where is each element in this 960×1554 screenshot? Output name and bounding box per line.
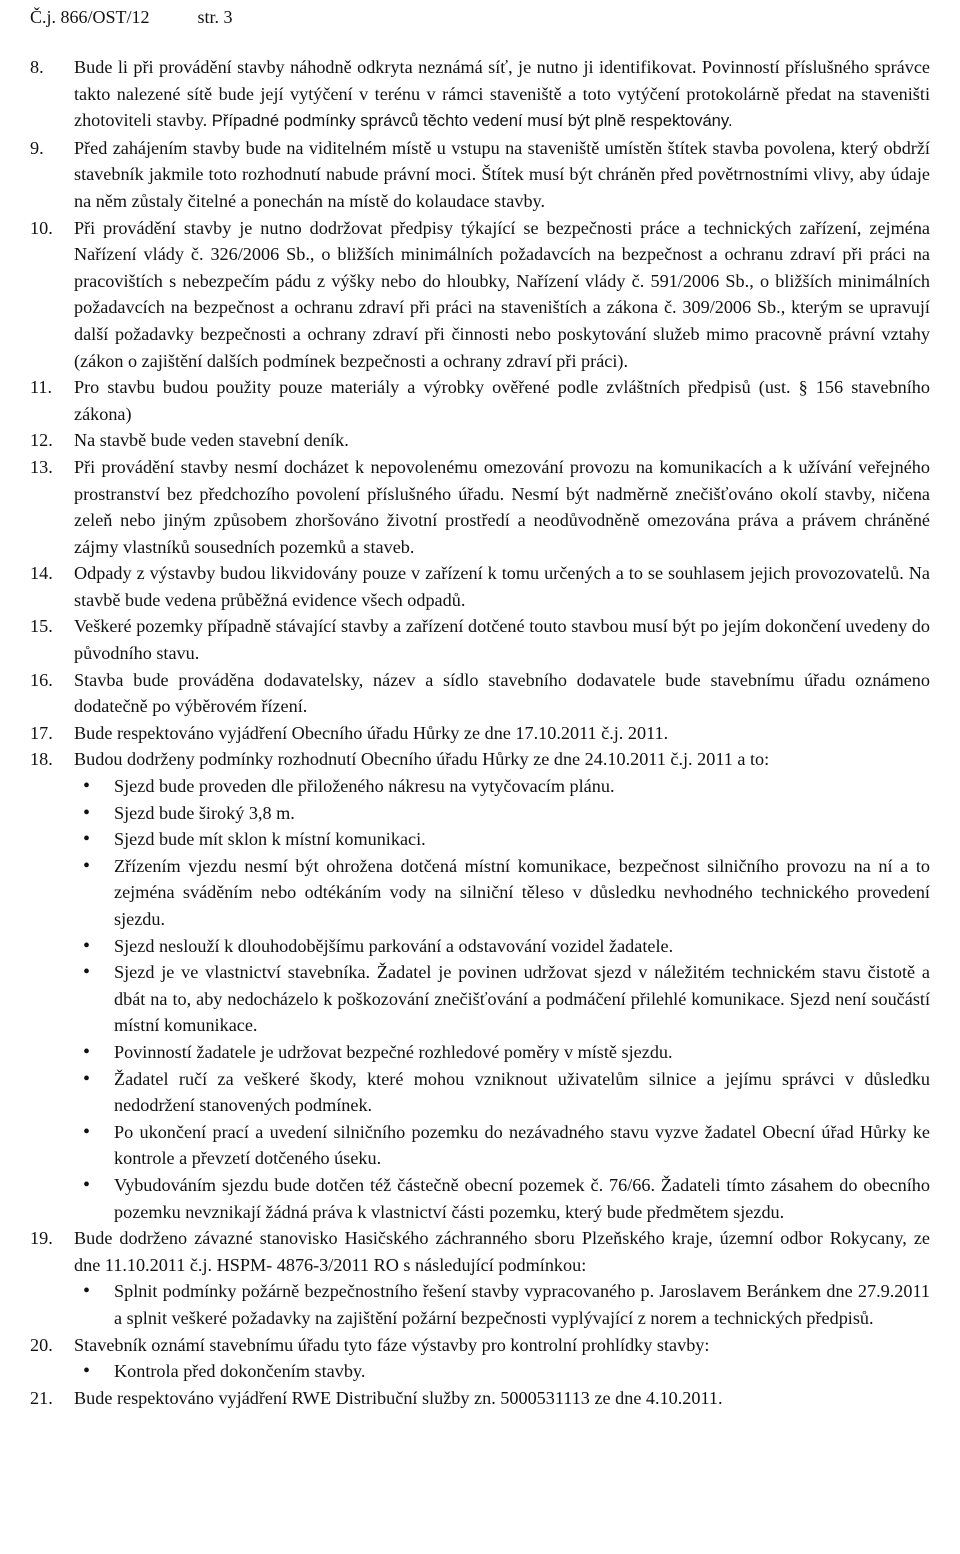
bullet-item: • Sjezd bude mít sklon k místní komunikaci. [74,826,930,853]
item-number: 13. [30,456,53,477]
bullet-item: • Sjezd bude široký 3,8 m. [74,800,930,827]
bullet-item: • Sjezd bude proveden dle přiloženého nákresu na vytyčovacím plánu. [74,773,930,800]
list-item [30,374,930,427]
item-number: 18. [30,749,53,770]
item-number: 17. [30,722,53,743]
list-item [30,54,930,135]
list-item [30,613,930,666]
list-item [30,454,930,560]
conditions-list [30,54,930,1411]
item-text: Budou dodrženy podmínky rozhodnutí Obecního úřadu Hůrky ze dne 24.10.2011 č.j. 2011 a to: [74,749,770,770]
item-number: 11. [30,377,53,398]
bullet-item: • Splnit podmínky požárně bezpečnostního řešení stavby vypracovaného p. Jaroslavem Beránkem dne 27.9.2011 a splnit veškeré požadavky na zajištění požární bezpečnosti vyplývající z norem a technických předpisů. [74,1278,930,1331]
item-text: Bude respektováno vyjádření Obecního úřadu Hůrky ze dne 17.10.2011 č.j. 2011. [74,722,669,743]
bullet-item: • Kontrola před dokončením stavby. [74,1358,930,1385]
page-header [30,4,930,34]
item-number: 21. [30,1387,53,1408]
bullet-item: • Zřízením vjezdu nesmí být ohrožena dotčená místní komunikace, bezpečnost silničního provozu na ní a to zejména sváděním nebo odtékáním vody na silniční těleso v důsledku nevhodného technického provedení sjezdu. [74,853,930,933]
item-number: 12. [30,430,53,451]
item-text: Při provádění stavby nesmí docházet k nepovolenému omezování provozu na komunikacích a k užívání veřejného prostranství bez předchozího povolení příslušného úřadu. Nesmí být nadměrně znečišťováno okolí stavby, ničena zeleň nebo jiným způsobem zhoršováno životní prostředí a neodůvodněně omezována práva a právem chráněné zájmy vlastníků sousedních pozemků a staveb. [74,456,930,557]
bullet-list [74,1278,930,1331]
item-text: Bude dodrženo závazné stanovisko Hasičského záchranného sboru Plzeňského kraje, územní odbor Rokycany, ze dne 11.10.2011 č.j. HSPM- 4876-3/2011 RO s následující podmínkou: [74,1228,930,1275]
item-text: Na stavbě bude veden stavební deník. [74,430,349,451]
bullet-item: • Sjezd neslouží k dlouhodobějšímu parkování a odstavování vozidel žadatele. [74,933,930,960]
item-text-sans: Případné podmínky správců těchto vedení musí být plně respektovány. [211,111,733,131]
item-number: 9. [30,137,44,158]
bullet-item: • Vybudováním sjezdu bude dotčen též částečně obecní pozemek č. 76/66. Žadateli tímto zásahem do obecního pozemku nevznikají žádná práva k vlastnictví části pozemku, který bude předmětem sjezdu. [74,1172,930,1225]
reference-number: Č.j. 866/OST/12 [30,7,150,27]
item-text: Stavebník oznámí stavebnímu úřadu tyto fáze výstavby pro kontrolní prohlídky stavby: [74,1334,710,1355]
list-item [30,1385,930,1412]
item-number: 10. [30,217,53,238]
bullet-item: • Povinností žadatele je udržovat bezpečné rozhledové poměry v místě sjezdu. [74,1039,930,1066]
list-item [30,215,930,375]
list-item [30,427,930,454]
item-number: 16. [30,669,53,690]
list-item [30,720,930,747]
item-number: 15. [30,616,53,637]
item-number: 19. [30,1228,53,1249]
item-number: 8. [30,57,44,77]
page-number: str. 3 [197,7,233,27]
item-text: Odpady z výstavby budou likvidovány pouze v zařízení k tomu určených a to se souhlasem jejich provozovatelů. Na stavbě bude vedena průběžná evidence všech odpadů. [74,563,930,610]
bullet-list [74,773,930,1225]
bullet-item: • Žadatel ručí za veškeré škody, které mohou vzniknout uživatelům silnice a jejímu správci v důsledku nedodržení stanovených podmínek. [74,1066,930,1119]
item-text: Pro stavbu budou použity pouze materiály a výrobky ověřené podle zvláštních předpisů (ust. § 156 stavebního zákona) [74,377,930,424]
list-item [30,135,930,215]
list-item [30,667,930,720]
list-item [30,1332,930,1385]
item-text: Při provádění stavby je nutno dodržovat předpisy týkající se bezpečnosti práce a technických zařízení, zejména Nařízení vlády č. 326/2006 Sb., o bližších minimálních požadavcích na bezpečnost a ochranu zdraví při práci na pracovištích s nebezpečím pádu z výšky nebo do hloubky, Nařízení vlády č. 591/2006 Sb., o bližších minimálních požadavcích na bezpečnost a ochranu zdraví při práci na staveništích a zákona č. 309/2006 Sb., kterým se upravují další požadavky bezpečnosti a ochrany zdraví při činnosti nebo poskytování služeb mimo pracovně právní vztahy (zákon o zajištění dalších podmínek bezpečnosti a ochrany zdraví při práci). [74,217,930,371]
bullet-item: • Po ukončení prací a uvedení silničního pozemku do nezávadného stavu vyzve žadatel Obecní úřad Hůrky ke kontrole a převzetí dotčeného úseku. [74,1119,930,1172]
item-text: Stavba bude prováděna dodavatelsky, název a sídlo stavebního dodavatele bude stavebnímu úřadu oznámeno dodatečně po výběrovém řízení. [74,669,930,717]
list-item [30,1225,930,1331]
item-text: Před zahájením stavby bude na viditelném místě u vstupu na staveniště umístěn štítek stavba povolena, který obdrží stavebník jakmile toto rozhodnutí nabude právní moci. Štítek musí být chráněn před povětrnostními vlivy, aby údaje na něm zůstaly čitelné a ponechán na místě do kolaudace stavby. [74,137,930,211]
bullet-list [74,1358,930,1385]
bullet-item: • Sjezd je ve vlastnictví stavebníka. Žadatel je povinen udržovat sjezd v náležitém technickém stavu čistotě a dbát na to, aby nedocházelo k poškozování znečišťování a podmáčení přilehlé komunikace. Sjezd není součástí místní komunikace. [74,959,930,1039]
item-number: 20. [30,1334,53,1355]
item-text: Veškeré pozemky případně stávající stavby a zařízení dotčené touto stavbou musí být po jejím dokončení uvedeny do původního stavu. [74,616,930,664]
list-item [30,746,930,1225]
item-text: Bude li při provádění stavby náhodně odkryta neznámá síť, je nutno ji identifikovat. Povinností příslušného správce takto nalezené sítě bude její vytýčení v terénu v rámci staveniště a toto vytýčení protokolárně předat na staveništi zhotoviteli stavby. [74,57,930,131]
list-item [30,560,930,613]
item-number: 14. [30,563,53,584]
item-text: Bude respektováno vyjádření RWE Distribuční služby zn. 5000531113 ze dne 4.10.2011. [74,1387,723,1408]
